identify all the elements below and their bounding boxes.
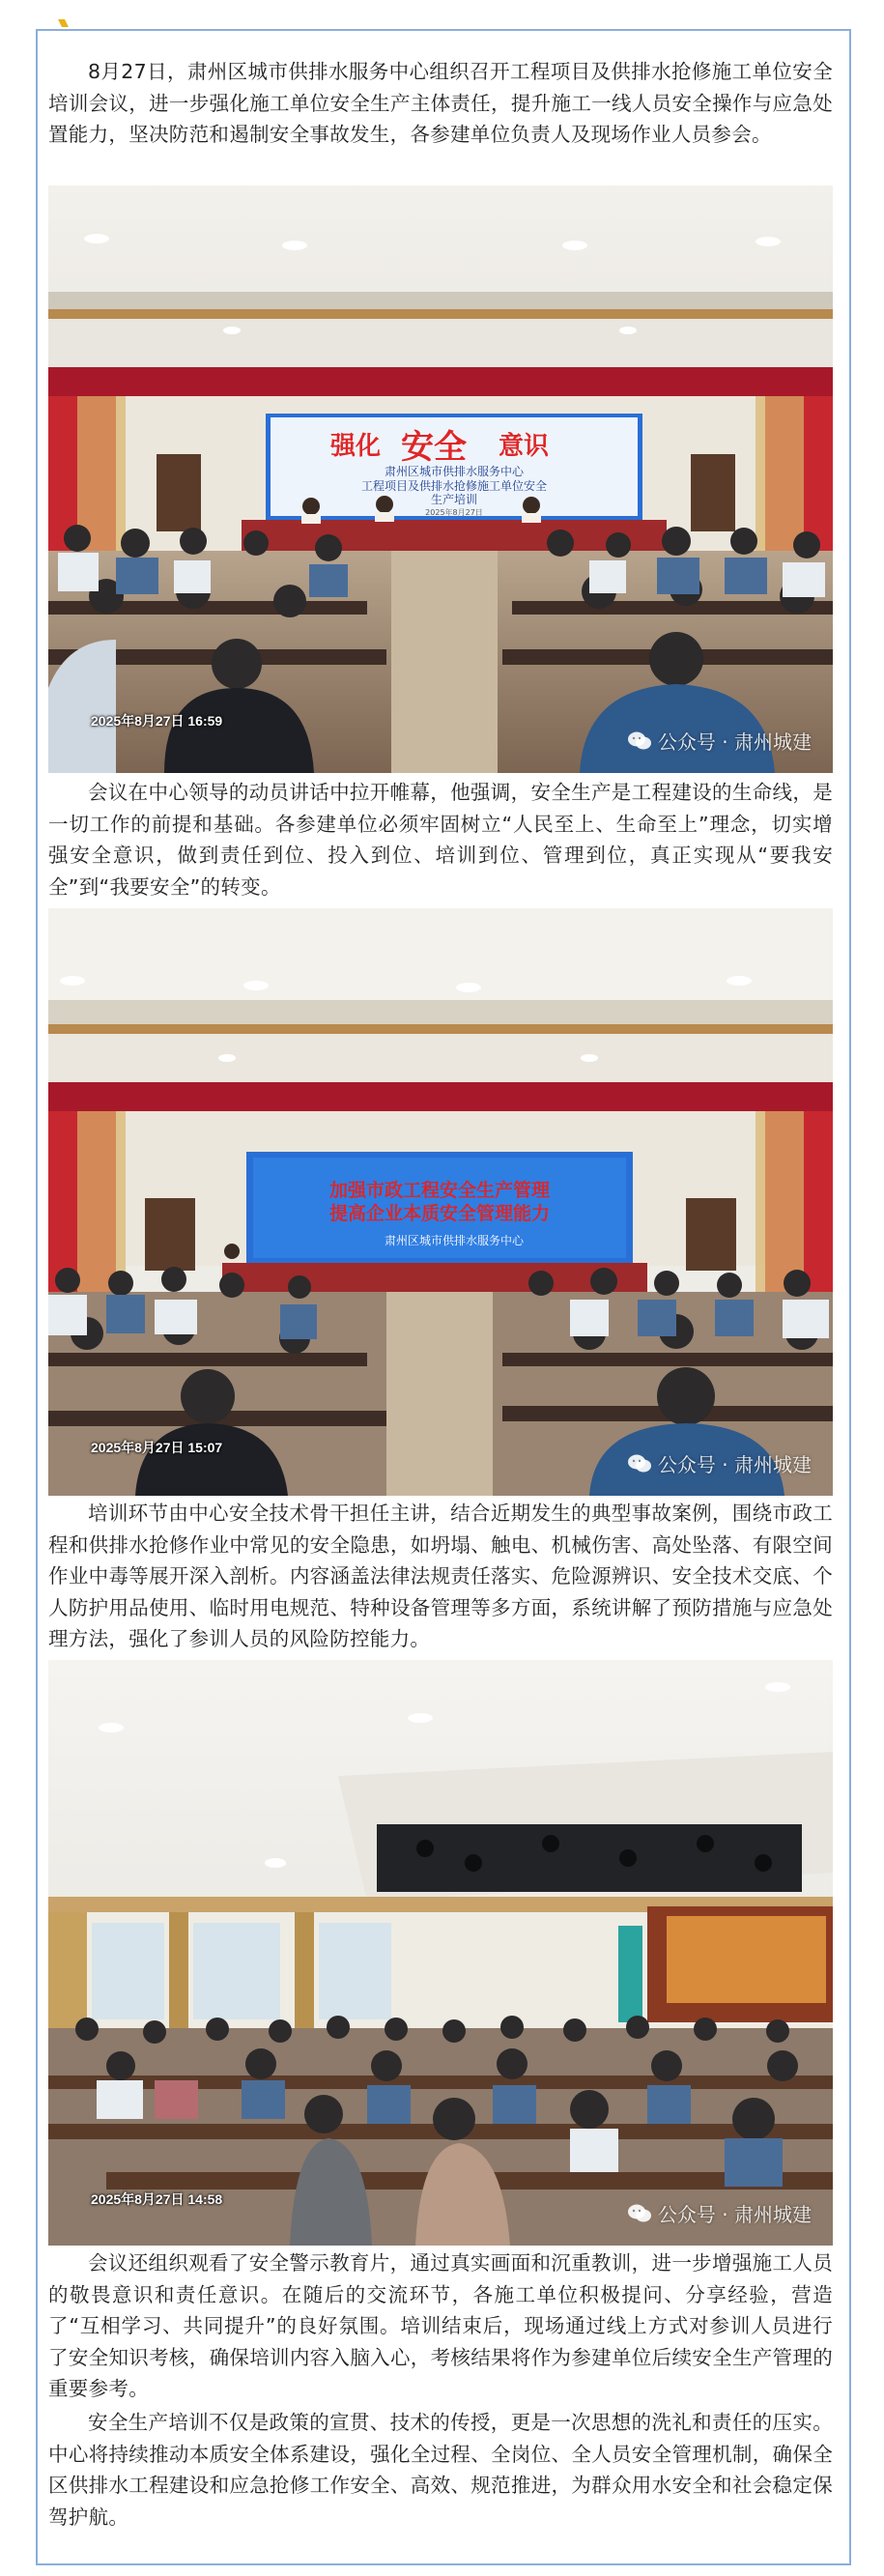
wechat-icon: [627, 1453, 652, 1474]
watermark-text: 公众号 · 肃州城建: [657, 2203, 812, 2226]
photo-watermark: [627, 1449, 812, 1477]
paragraph-conclusion: 安全生产培训不仅是政策的宣贯、技术的传授，更是一次思想的洗礼和责任的压实。中心将持续推动本质安全体系建设，强化全过程、全岗位、全人员安全管理机制，确保全区供排水工程建设和应急抢修工作安全、高效、规范推进，为群众用水安全和社会稳定保驾护航。: [48, 2411, 833, 2529]
meeting-photo-3: [48, 1660, 833, 2246]
watermark-text: 公众号 · 肃州城建: [657, 730, 812, 754]
photo-watermark: [627, 2199, 812, 2227]
screen-line-3: 生产培训: [430, 493, 478, 506]
screen-title-b: 安全: [401, 428, 467, 467]
meeting-photo-1: [48, 186, 833, 773]
screen-date: 2025年8月27日: [425, 508, 483, 517]
screen-line-2: 提高企业本质安全管理能力: [328, 1203, 551, 1224]
photo-watermark: [627, 727, 812, 755]
wechat-icon: [627, 730, 652, 752]
photo-timestamp: 2025年8月27日 16:59: [91, 713, 223, 729]
photo-timestamp: 2025年8月27日 15:07: [91, 1440, 223, 1455]
paragraph-intro: 8月27日，肃州区城市供排水服务中心组织召开工程项目及供排水抢修施工单位安全培训会议，进一步强化施工单位安全生产主体责任，提升施工一线人员安全操作与应急处置能力，坚决防范和遏制安全事故发生，各参建单位负责人及现场作业人员参会。: [48, 60, 833, 147]
screen-line-3: 肃州区城市供排水服务中心: [384, 1234, 525, 1247]
screen-line-1: 加强市政工程安全生产管理: [328, 1180, 551, 1201]
paragraph-training-content: 培训环节由中心安全技术骨干担任主讲，结合近期发生的典型事故案例，围绕市政工程和供排水抢修作业中常见的安全隐患，如坍塌、触电、机械伤害、高处坠落、有限空间作业中毒等展开深入剖析。内容涵盖法律法规责任落实、危险源辨识、安全技术交底、个人防护用品使用、临时用电规范、特种设备管理等多方面，系统讲解了预防措施与应急处理方法，强化了参训人员的风险防控能力。: [48, 1502, 833, 1651]
paragraph-opening-speech: 会议在中心领导的动员讲话中拉开帷幕，他强调，安全生产是工程建设的生命线，是一切工作的前提和基础。各参建单位必须牢固树立“人民至上、生命至上”理念，切实增强安全意识，做到责任到位、投入到位、培训到位、管理到位，真正实现从“要我安全”到“我要安全”的转变。: [48, 781, 833, 899]
screen-title-c: 意识: [499, 432, 550, 461]
screen-line-1: 肃州区城市供排水服务中心: [384, 465, 525, 478]
corner-mark-icon: [56, 17, 71, 37]
meeting-photo-2: [48, 908, 833, 1496]
screen-title-a: 强化: [330, 432, 382, 461]
screen-line-2: 工程项目及供排水抢修施工单位安全: [360, 479, 548, 493]
photo-timestamp: 2025年8月27日 14:58: [91, 2191, 223, 2207]
watermark-text: 公众号 · 肃州城建: [657, 1453, 812, 1476]
wechat-icon: [627, 2203, 652, 2224]
paragraph-warning-film: 会议还组织观看了安全警示教育片，通过真实画面和沉重教训，进一步增强施工人员的敬畏意识和责任意识。在随后的交流环节，各施工单位积极提问、分享经验，营造了“互相学习、共同提升”的良好氛围。培训结束后，现场通过线上方式对参训人员进行了安全知识考核，确保培训内容入脑入心，考核结果将作为参建单位后续安全生产管理的重要参考。: [48, 2251, 833, 2401]
